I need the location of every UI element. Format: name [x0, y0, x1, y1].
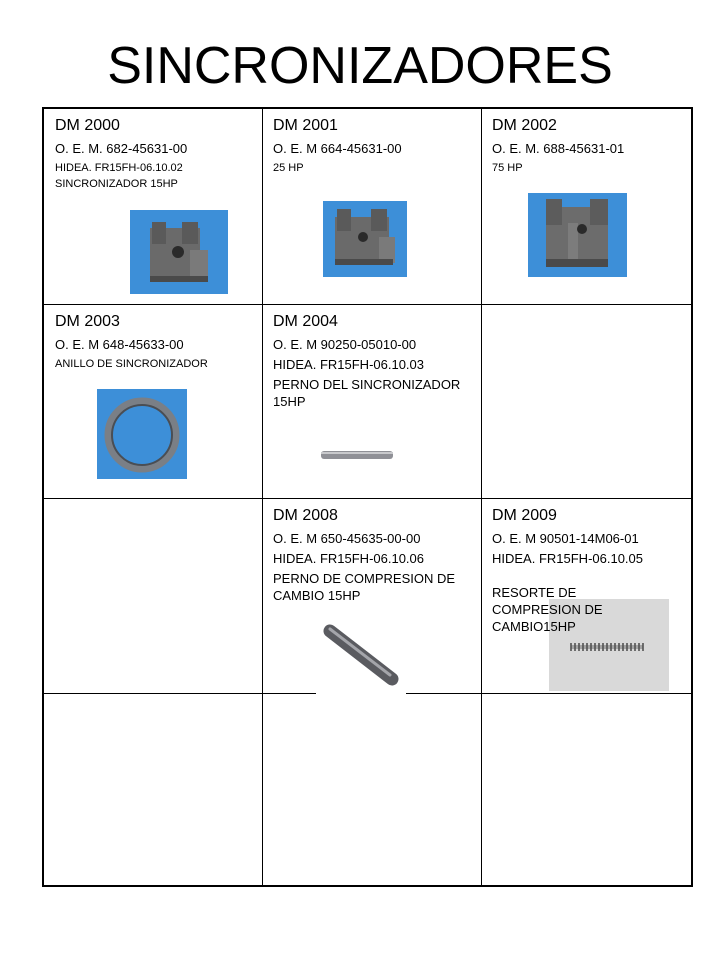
part-description: ANILLO DE SINCRONIZADOR	[55, 358, 208, 370]
part-cell-dm2000	[55, 116, 261, 192]
table-divider	[262, 109, 263, 885]
part-description: SINCRONIZADOR 15HP	[55, 178, 178, 190]
part-description-overlay	[492, 584, 662, 638]
oem-number: O. E. M 648-45633-00	[55, 337, 184, 352]
part-description: PERNO DE COMPRESION DE CAMBIO 15HP	[273, 571, 456, 603]
oem-number: O. E. M. 682-45631-00	[55, 141, 188, 156]
part-cell-dm2009	[492, 506, 698, 570]
part-code: DM 2001	[273, 117, 338, 134]
table-divider	[44, 498, 691, 499]
part-code: DM 2008	[273, 507, 338, 524]
part-cell-dm2001	[273, 116, 479, 176]
page-title: SINCRONIZADORES	[107, 37, 613, 95]
parts-table	[42, 107, 693, 887]
oem-number: O. E. M. 688-45631-01	[492, 141, 625, 156]
part-code: DM 2003	[55, 313, 120, 330]
hidea-number: HIDEA. FR15FH-06.10.02	[55, 162, 183, 174]
hidea-number: HIDEA. FR15FH-06.10.06	[273, 551, 425, 566]
part-cell-dm2008	[273, 506, 479, 607]
part-description: RESORTE DE COMPRESION DE CAMBIO15HP	[492, 585, 603, 634]
synchronizer-hub-photo	[528, 193, 627, 277]
oem-number: O. E. M 664-45631-00	[273, 141, 402, 156]
part-code: DM 2000	[55, 117, 120, 134]
synchronizer-hub-photo	[323, 201, 407, 277]
part-code: DM 2004	[273, 313, 338, 330]
synchronizer-hub-photo	[130, 210, 228, 294]
part-description: PERNO DEL SINCRONIZADOR 15HP	[273, 377, 461, 409]
part-cell-dm2004	[273, 312, 479, 413]
part-cell-dm2003	[55, 312, 261, 372]
table-divider	[44, 304, 691, 305]
oem-number: O. E. M 90250-05010-00	[273, 337, 417, 352]
part-code: DM 2002	[492, 117, 557, 134]
pin-photo	[320, 448, 394, 460]
hidea-number: HIDEA. FR15FH-06.10.03	[273, 357, 425, 372]
hidea-number: HIDEA. FR15FH-06.10.05	[492, 551, 644, 566]
part-cell-dm2002	[492, 116, 698, 176]
oem-number: O. E. M 90501-14M06-01	[492, 531, 639, 546]
synchronizer-ring-photo	[97, 389, 187, 479]
oem-number: O. E. M 650-45635-00-00	[273, 531, 421, 546]
part-description: 75 HP	[492, 162, 523, 174]
compression-pin-photo	[318, 621, 406, 691]
part-description: 25 HP	[273, 162, 304, 174]
part-code: DM 2009	[492, 507, 557, 524]
table-divider	[481, 109, 482, 885]
